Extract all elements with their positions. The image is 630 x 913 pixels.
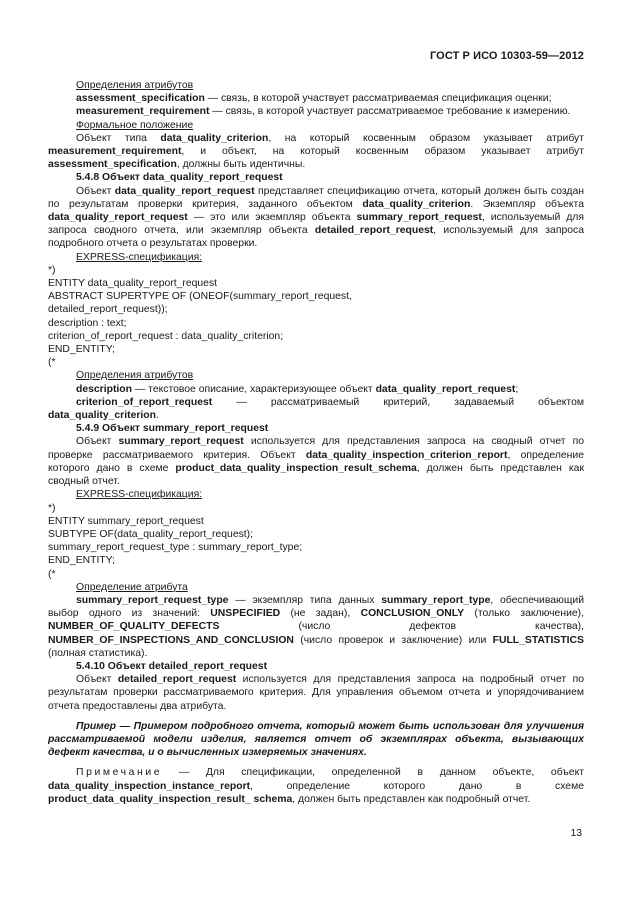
formal-proposition-heading: Формальное положение <box>76 119 194 131</box>
attr-def-assessment-specification: assessment_specification — связь, в которой участвует рассматриваемая спецификация оценки; <box>76 93 552 105</box>
section-5-4-9-text: Объект summary_report_request используется для представления запроса на сводный отчет по проверке рассматриваемого критерия. Объект data_quality_inspection_criterion_report, определение которого дано в схеме product_data_quality_inspection_result_schema, должен быть представлен как сводный отчет. <box>48 436 585 488</box>
code-line: ENTITY data_quality_report_request <box>48 278 218 290</box>
code-line: END_ENTITY; <box>48 555 115 567</box>
code-line: *) <box>48 502 56 514</box>
attr-def-measurement-requirement: measurement_requirement — связь, в которой участвует рассматриваемое требование к измерению. <box>76 106 571 118</box>
standard-header: ГОСТ Р ИСО 10303-59—2012 <box>429 50 584 62</box>
attr-def-description: description — текстовое описание, характеризующее объект data_quality_report_request; <box>76 383 519 395</box>
section-5-4-10-title: 5.4.10 Объект detailed_report_request <box>76 660 268 672</box>
attr-def-summary-report-request-type: summary_report_request_type — экземпляр типа данных summary_report_type, обеспечивающий выбор одного из значений: UNSPECIFIED (не задан), CONCLUSION_ONLY (только заключение), NUMBER_OF_QUALITY_DEFECTS (число дефектов качества), NUMBER_OF_INSPECTIONS_AND_CONCLUSION (число проверок и заключение) или FULL_STATISTICS (полная статистика). <box>48 594 585 659</box>
code-line: SUBTYPE OF(data_quality_report_request); <box>48 528 254 540</box>
code-line: summary_report_request_type : summary_report_type; <box>48 542 303 554</box>
document-body <box>48 79 584 806</box>
section-5-4-9-title: 5.4.9 Объект summary_report_request <box>76 423 269 435</box>
code-line: (* <box>48 357 56 369</box>
code-line: END_ENTITY; <box>48 344 115 356</box>
code-line: (* <box>48 568 56 580</box>
code-line: detailed_report_request)); <box>48 304 168 316</box>
section-5-4-8-text: Объект data_quality_report_request представляет спецификацию отчета, который должен быть создан по результатам проверки критерия, заданного объектом data_quality_criterion. Экземпляр объекта data_quality_report_request — это или экземпляр объекта summary_report_request, используемый для запроса сводного отчета, или экземпляр объекта detailed_report_request, используемый для запроса подробного отчета о результатах проверки. <box>48 185 584 250</box>
express-spec-label: EXPRESS-спецификация: <box>76 489 203 501</box>
code-line: ENTITY summary_report_request <box>48 515 204 527</box>
section-5-4-8-title: 5.4.8 Объект data_quality_report_request <box>76 172 283 184</box>
code-line: *) <box>48 264 56 276</box>
code-line: ABSTRACT SUPERTYPE OF (ONEOF(summary_report_request, <box>48 291 352 303</box>
attr-defs-heading: Определения атрибутов <box>76 80 194 91</box>
attr-def-heading: Определение атрибута <box>76 581 188 593</box>
note-paragraph: Примечание — Для спецификации, определенной в данном объекте, объект data_quality_inspection_instance_report, определение которого дано в схеме product_data_quality_inspection_result_ schema, должен быть представлен как подробный отчет. <box>48 767 584 805</box>
attr-def-criterion-of-report-request: criterion_of_report_request — рассматриваемый критерий, задаваемый объектом data_quality_criterion. <box>48 396 584 422</box>
section-5-4-10-text: Объект detailed_report_request используется для представления запроса на подробный отчет по результатам проверки рассматриваемого критерия. Для управления объемом отчета и упорядочиванием отчета предоставлены два атрибута. <box>48 674 584 712</box>
example-paragraph: Пример — Примером подробного отчета, который может быть использован для улучшения рассматриваемой модели изделия, является отчет об экземплярах объекта, вызывающих дефект качества, и о вычисленных измеряемых значениях. <box>48 720 584 759</box>
page-number: 13 <box>570 828 582 839</box>
formal-proposition-text: Объект типа data_quality_criterion, на который косвенным образом указывает атрибут measurement_requirement, и объект, на который косвенным образом указывает атрибут assessment_specification, должны быть идентичны. <box>48 132 585 171</box>
express-spec-label: EXPRESS-спецификация: <box>76 251 203 263</box>
attr-defs-heading: Определения атрибутов <box>76 370 194 382</box>
code-line: criterion_of_report_request : data_quality_criterion; <box>48 330 284 342</box>
code-line: description : text; <box>48 317 127 329</box>
